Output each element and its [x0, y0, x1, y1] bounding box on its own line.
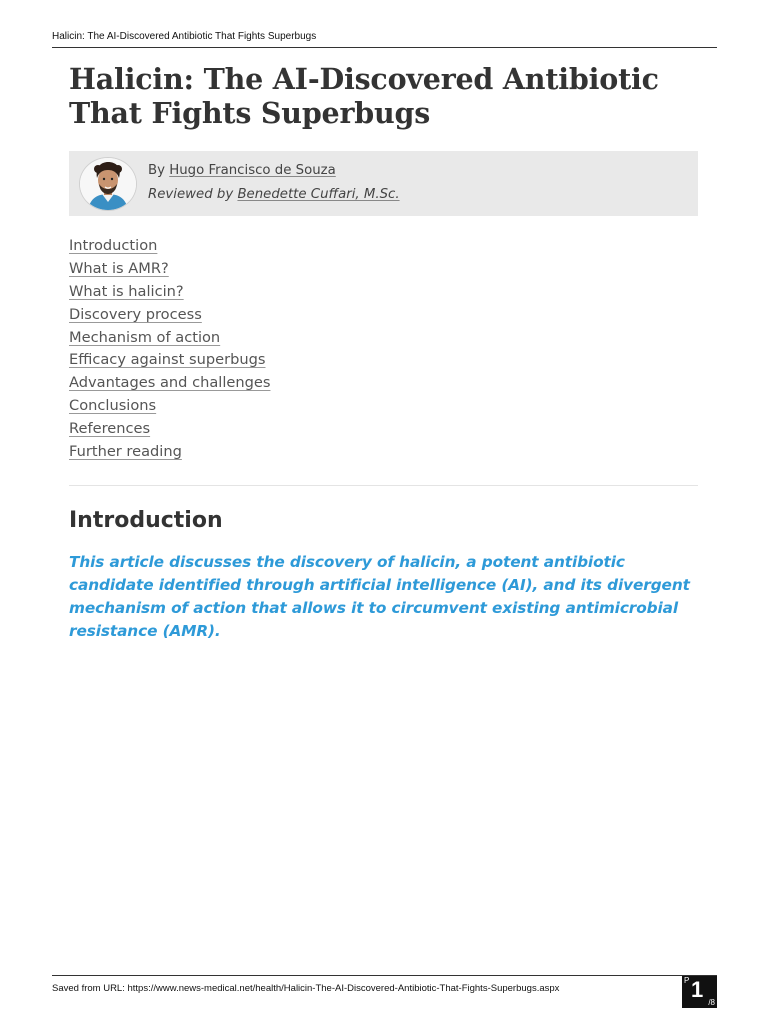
- toc-item: [69, 350, 270, 373]
- toc-link-introduction[interactable]: Introduction: [69, 237, 158, 254]
- toc-item: [69, 236, 270, 259]
- article-title: Halicin: The AI-Discovered Antibiotic That Fights Superbugs: [69, 62, 659, 130]
- page-number-badge: [682, 976, 717, 1008]
- page-number: 1: [691, 977, 704, 1002]
- byline-box: [69, 151, 698, 216]
- intro-summary: This article discusses the discovery of halicin, a potent antibiotic candidate identified through artificial intelligence (AI), and its divergent mechanism of action that allows it to circumvent existing antimicrobial resistance (AMR).: [69, 553, 690, 640]
- toc-link-further-reading[interactable]: Further reading: [69, 443, 182, 461]
- toc-link-what-is-halicin[interactable]: What is halicin?: [69, 282, 184, 300]
- toc-item: [69, 396, 270, 419]
- toc-link-advantages-and-challenges[interactable]: Advantages and challenges: [69, 374, 271, 392]
- page-letter: P: [684, 976, 690, 985]
- table-of-contents: [69, 236, 270, 465]
- section-heading-introduction: Introduction: [69, 508, 223, 533]
- toc-link-references[interactable]: References: [69, 420, 151, 438]
- by-prefix: By: [148, 163, 165, 178]
- toc-item: [69, 282, 270, 305]
- reviewer-line: [148, 187, 400, 202]
- toc-link-discovery-process[interactable]: Discovery process: [69, 305, 202, 323]
- author-link[interactable]: Hugo Francisco de Souza: [169, 163, 336, 178]
- toc-item: [69, 419, 270, 442]
- reviewer-link[interactable]: Benedette Cuffari, M.Sc.: [237, 187, 400, 202]
- header-divider: [52, 47, 717, 48]
- page-total: /8: [708, 998, 715, 1007]
- toc-item: [69, 442, 270, 465]
- toc-link-efficacy-against-superbugs[interactable]: Efficacy against superbugs: [69, 351, 266, 369]
- toc-link-conclusions[interactable]: Conclusions: [69, 397, 157, 415]
- toc-item: [69, 259, 270, 282]
- reviewed-by-prefix: Reviewed by: [148, 187, 234, 202]
- author-avatar-icon: [79, 157, 137, 211]
- author-line: [148, 163, 336, 178]
- section-divider: [69, 485, 698, 486]
- toc-link-what-is-amr[interactable]: What is AMR?: [69, 259, 169, 277]
- saved-from-url: Saved from URL: https://www.news-medical.net/health/Halicin-The-AI-Discovered-Antibiotic-That-Fights-Superbugs.aspx: [52, 983, 560, 994]
- footer-divider: [52, 975, 717, 976]
- running-header-title: Halicin: The AI-Discovered Antibiotic That Fights Superbugs: [52, 31, 317, 42]
- toc-link-mechanism-of-action[interactable]: Mechanism of action: [69, 328, 221, 346]
- toc-item: [69, 305, 270, 328]
- toc-item: [69, 328, 270, 351]
- toc-item: [69, 373, 270, 396]
